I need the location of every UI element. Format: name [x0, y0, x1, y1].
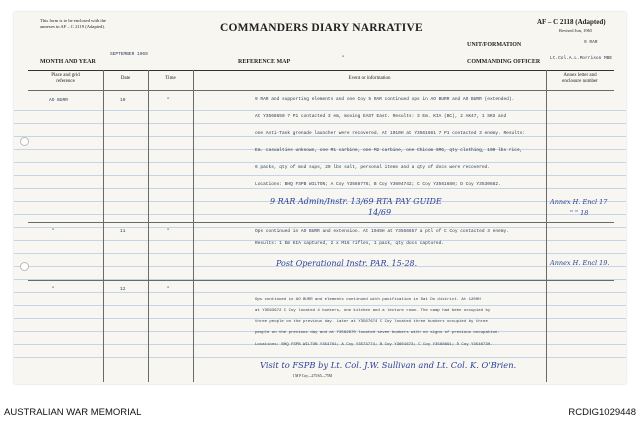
entry-time: " [167, 229, 170, 234]
header-note-line1: This form is to be enclosed with the [40, 18, 106, 23]
entry-place: " [52, 287, 55, 292]
entry-time: " [167, 287, 170, 292]
entry-line: 9 RAR and supporting elements and one Coy 5 RAR continued ops in AO BURR and AO BURR (extended). [255, 97, 515, 102]
entry-date: 10 [120, 98, 126, 103]
entry-line: three people on the previous day. Later at Y3567674 C Coy located three bunkers occupied by three [255, 320, 488, 324]
reference-map-label: REFERENCE MAP [238, 59, 291, 65]
month-year-label: MONTH AND YEAR [40, 59, 96, 65]
header-note-line2: annexes in AF – C 2119 (Adapted). [40, 24, 106, 29]
entry-line: at Y3563672 C Coy located 4 bunkers, one kitchen and a lecture room. The camp had been occupied by [255, 309, 491, 313]
commanding-officer-value: Lt.Col.A.L.Morrison MBE [550, 56, 613, 61]
punch-hole [20, 137, 29, 146]
annex-reference: " " 18 [570, 209, 589, 217]
column-header-annex: Annex letter and enclosure number [562, 73, 598, 84]
month-year-value: SEPTEMBER 1969 [110, 52, 148, 57]
form-number: AF – C 2118 (Adapted) [537, 18, 606, 26]
entry-place: " [52, 229, 55, 234]
page-title: COMMANDERS DIARY NARRATIVE [220, 22, 423, 34]
unit-value: 9 RAR [584, 40, 598, 45]
entry-date: 12 [120, 287, 126, 292]
revised-date: Revised Jun, 1965 [559, 28, 593, 33]
punch-hole [20, 262, 29, 271]
entry-date: 11 [120, 229, 126, 234]
entry-line: Results: 1 Em KIA captured, 2 x M16 rifles, 1 pack, qty docs captured. [255, 241, 445, 246]
commanding-officer-label: COMMANDING OFFICER [467, 59, 541, 65]
entry-line: people on the previous day and at Y3562670 located seven bunkers with no signs of previous occupation. [255, 331, 500, 335]
entry-time: " [167, 98, 170, 103]
annex-reference: Annex H. Encl 17 [550, 198, 608, 206]
entry-place: AO BURR [49, 98, 68, 103]
handwritten-note: Visit to FSPB by Lt. Col. J.W. Sullivan and Lt. Col. K. O'Brien. [260, 360, 517, 370]
entry-line: one Anti-Tank grenade launcher were recovered. At 1010H at Y3561661 7 P1 contacted 3 enemy. Results: [255, 131, 526, 136]
footer-record-id: RCDIG1029448 [568, 407, 636, 418]
entry-line: At Y3568650 7 P1 contacted 3 em, moving EAST East. Results: 3 Em. KIA (BC), 2 AK47, 1 SKS and [255, 114, 507, 119]
printer-note: I M P Coy—275/65—75M [293, 374, 332, 378]
handwritten-note: 14/69 [368, 208, 392, 217]
reference-map-value: " [342, 56, 345, 61]
column-header-place: Place and grid reference [51, 73, 80, 84]
handwritten-note: Post Operational Instr. PAR. 15-28. [276, 259, 418, 268]
annex-reference: Annex H. Encl 19. [550, 259, 610, 267]
unit-label: UNIT/FORMATION [467, 42, 522, 48]
footer-credit: AUSTRALIAN WAR MEMORIAL [4, 407, 142, 418]
handwritten-note: 9 RAR Admin/Instr. 13/69 RTA PAY GUIDE [270, 197, 442, 206]
entry-line: Ops continued in AO BURR and extension. At 1045H at Y3556657 a ptl of C Coy contacted 3 enemy. [255, 229, 509, 234]
entry-line: Ops continued in AO BURR and elements continued with pacification in Dat Do district. At 1200H [255, 298, 481, 302]
entry-line: Locations: BHQ FSPB WILTON; A Coy Y3566776; B Coy Y3604742; C Coy Y3561680; D Coy Y3530682. [255, 182, 501, 187]
column-header-event: Event or information [348, 76, 391, 81]
column-header-date: Date [120, 76, 131, 81]
entry-line: Em. casualties unknown, one M1 carbine, one M2 carbine, one Chicom SMG, qty clothing, 100 lbs rice, [255, 148, 523, 153]
entry-line: Locations: BHQ FSPB WILTON Y354761; A Coy Y3573774; B Coy Y3601673; C Coy Y3568691; D Coy Y3546730. [255, 343, 493, 347]
column-header-time: Time [165, 76, 176, 81]
diary-sheet [14, 12, 626, 384]
entry-line: 6 packs, qty of mod sups, 20 lbs salt, personal items and a qty of docs were recovered. [255, 165, 490, 170]
